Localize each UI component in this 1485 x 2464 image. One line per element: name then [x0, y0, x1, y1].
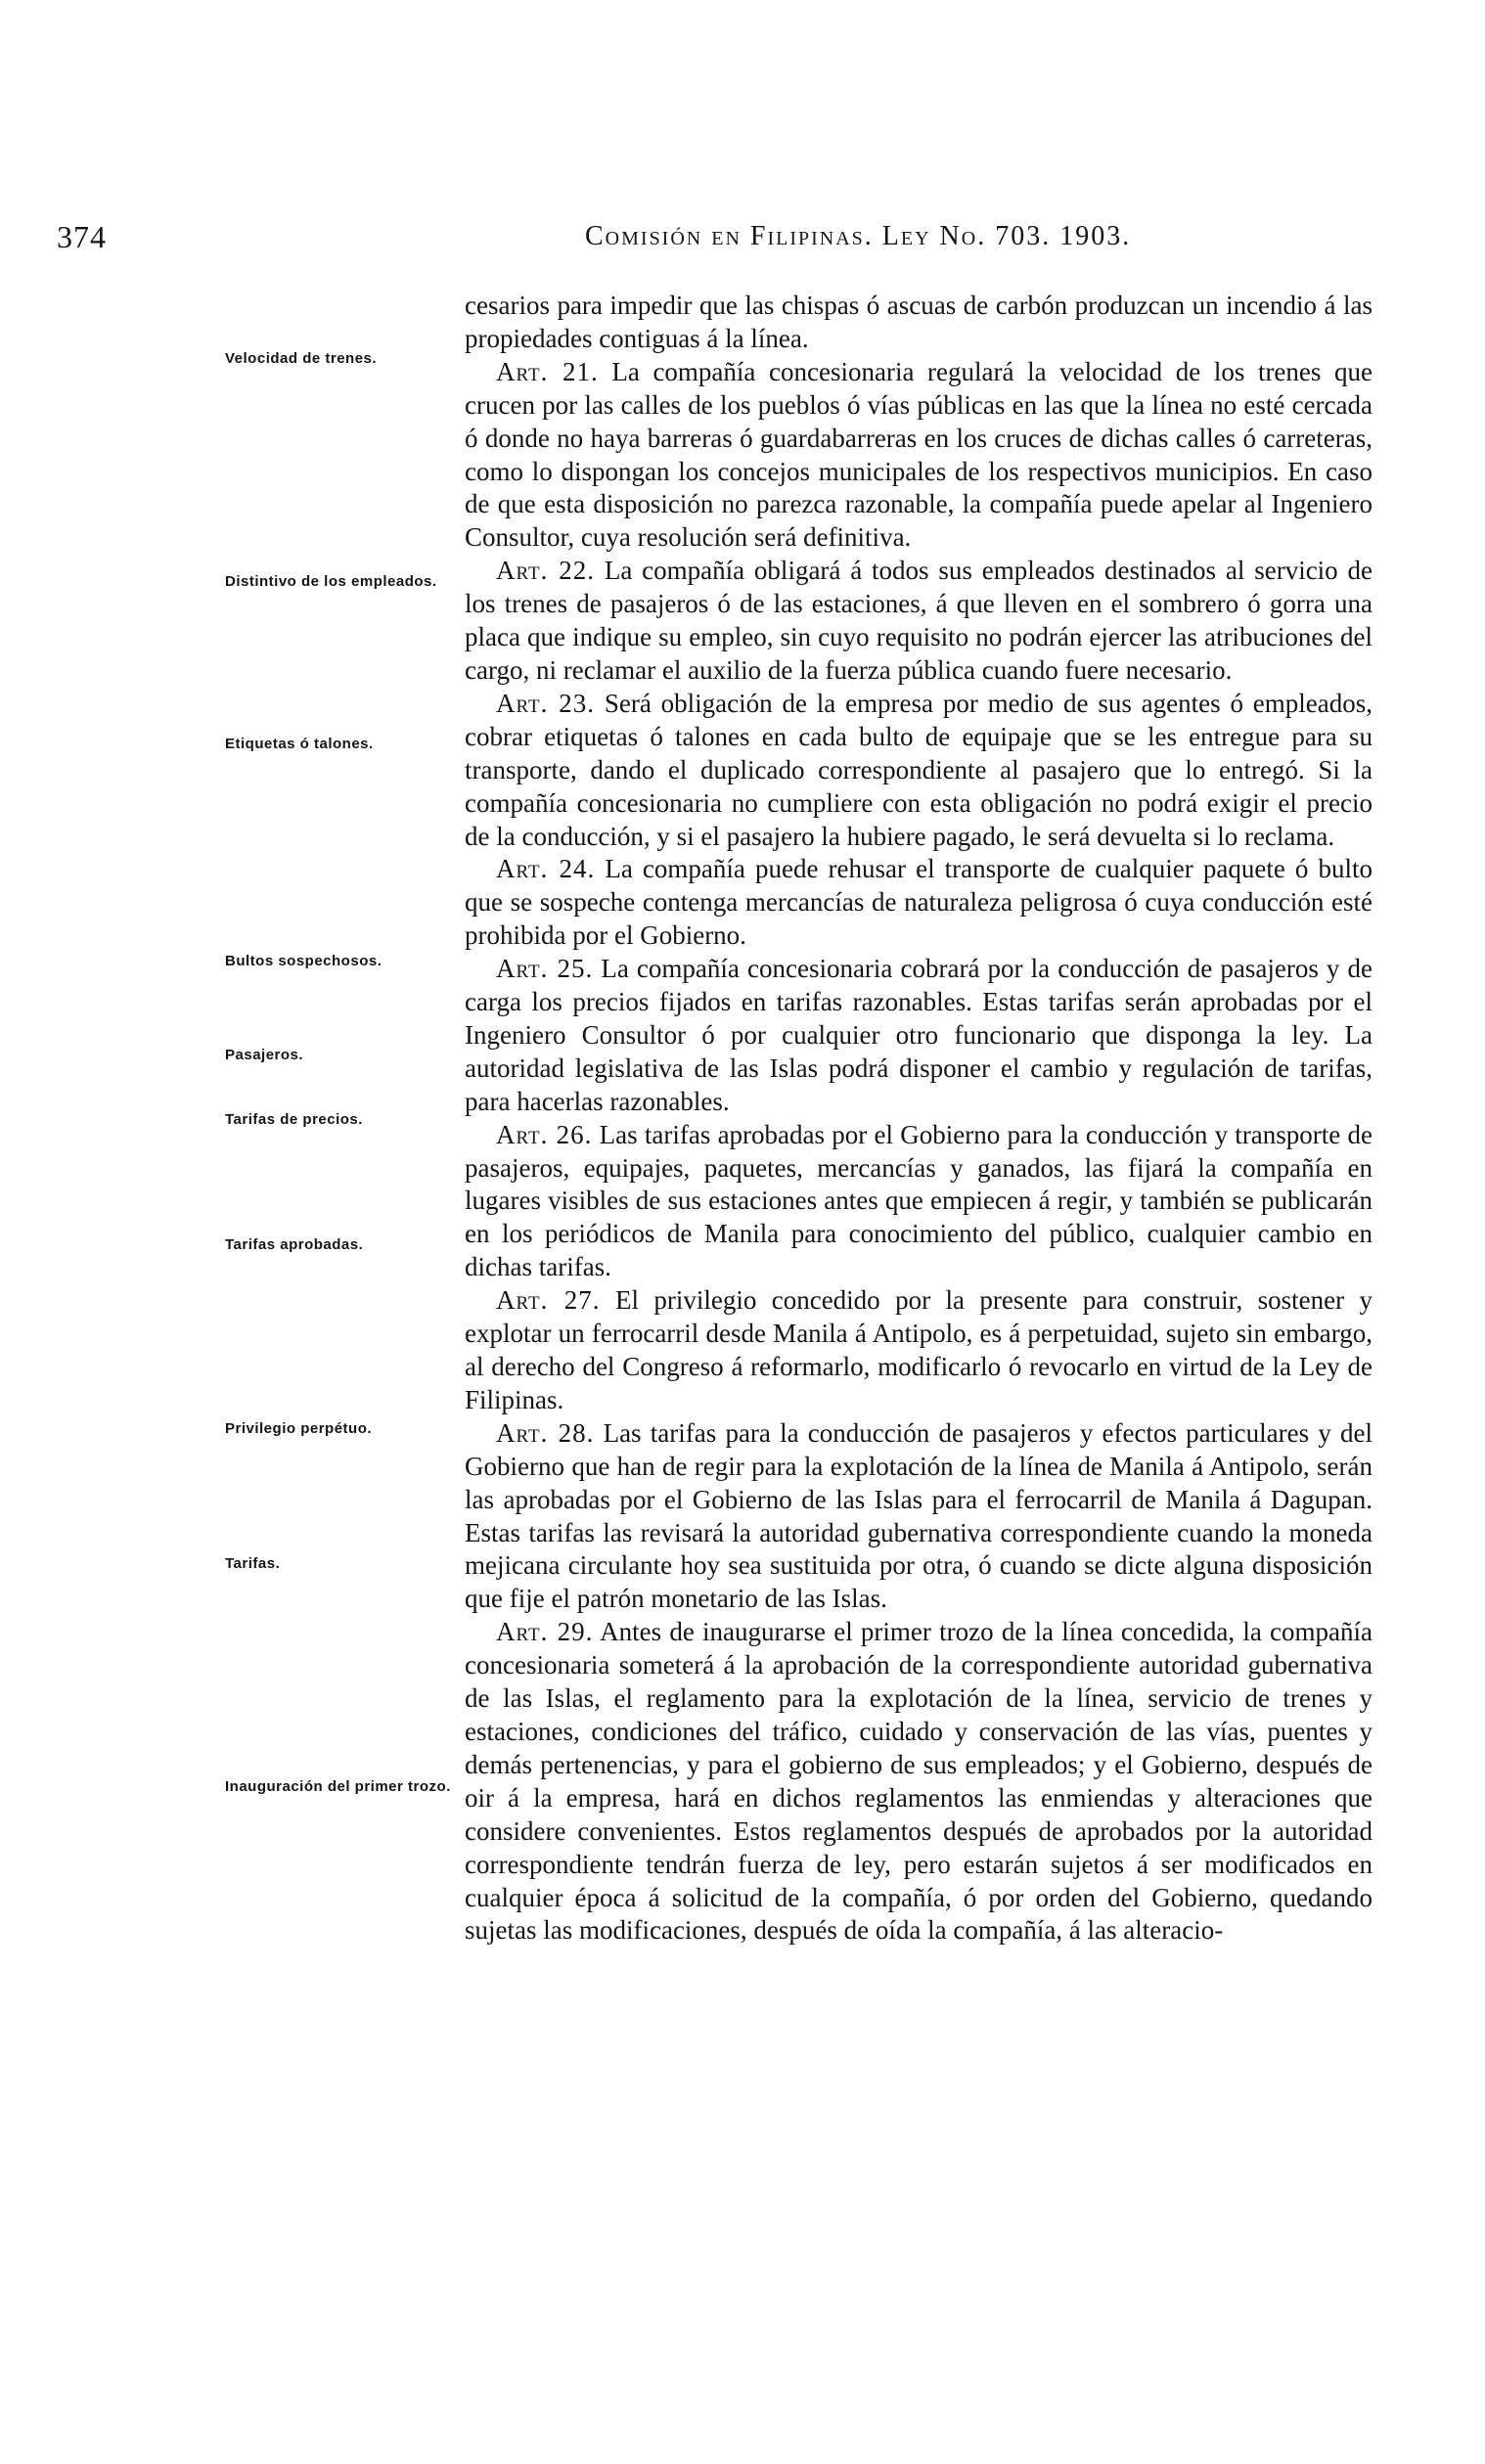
sidenote-tarifas-precios: Tarifas de precios. [225, 1111, 363, 1128]
sidenote-bultos: Bultos sospechosos. [225, 953, 382, 969]
article-label: Art. 21. [496, 356, 599, 386]
article-label: Art. 28. [496, 1417, 595, 1448]
page-number: 374 [57, 219, 107, 254]
paragraph-text: Será obligación de la empresa por medio de sus agentes ó empleados, cobrar etiquetas ó talones en cada bulto de equipaje que se les entregue para su transporte, dando el duplicado correspondiente al pasajero que lo entregó. Si la compañía concesionaria no cumpliere con esta obligación no podrá exigir el precio de la conducción, y si el pasajero la hubiere pagado, le será devuelta si lo reclama. [465, 688, 1373, 851]
article-29 [465, 1616, 1372, 1948]
article-label: Art. 23. [496, 688, 595, 718]
sidenote-inauguracion: Inauguración del primer trozo. [225, 1778, 451, 1795]
paragraph-text: La compañía puede rehusar el transporte de cualquier paquete ó bulto que se sospeche contenga mercancías de naturaleza peligrosa ó cuya conducción esté prohibida por el Gobierno. [465, 854, 1372, 951]
paragraph-text: cesarios para impedir que las chispas ó ascuas de carbón produzcan un incendio á las propiedades contiguas á la línea. [465, 291, 1372, 353]
article-label: Art. 22. [496, 556, 595, 586]
article-label: Art. 26. [496, 1119, 593, 1149]
sidenote-pasajeros: Pasajeros. [225, 1047, 304, 1063]
paragraph-text: La compañía obligará á todos sus empleados destinados al servicio de los trenes de pasajeros ó de las estaciones, á que lleven en el sombrero ó gorra una placa que indique su empleo, sin cuyo requisito no podrán ejercer las atribuciones del cargo, ni reclamar el auxilio de la fuerza pública cuando fuere necesario. [465, 556, 1372, 685]
paragraph-text: La compañía concesionaria cobrará por la conducción de pasajeros y de carga los precios fijados en tarifas razonables. Estas tarifas serán aprobadas por el Ingeniero Consultor ó por cualquier otro funcionario que disponga la ley. La autoridad legislativa de las Islas podrá disponer el cambio y regulación de tarifas, para hacerlas razonables. [465, 954, 1373, 1116]
article-25 [465, 953, 1372, 1119]
body-text [465, 290, 1372, 1948]
article-label: Art. 29. [496, 1617, 594, 1647]
article-28 [465, 1417, 1372, 1616]
running-title: Comisión en Filipinas. Ley No. 703. 1903. [585, 221, 1132, 251]
paragraph-text: Las tarifas aprobadas por el Gobierno para la conducción y transporte de pasajeros, equipajes, paquetes, mercancías y ganados, las fijará la compañía en lugares visibles de sus estaciones antes que empiecen á regir, y también se publicarán en los periódicos de Manila para conocimiento del público, cualquier cambio en dichas tarifas. [465, 1119, 1372, 1282]
sidenote-etiquetas: Etiquetas ó talones. [225, 736, 374, 752]
sidenote-tarifas-aprobadas: Tarifas aprobadas. [225, 1236, 364, 1253]
sidenote-tarifas: Tarifas. [225, 1555, 281, 1572]
sidenote-velocidad: Velocidad de trenes. [225, 350, 378, 367]
sidenote-distintivo: Distintivo de los empleados. [225, 573, 437, 590]
paragraph-continuation [465, 290, 1372, 356]
article-label: Art. 27. [496, 1285, 601, 1316]
running-head [57, 219, 1250, 258]
article-23 [465, 688, 1372, 854]
article-22 [465, 555, 1372, 688]
paragraph-text: Las tarifas para la conducción de pasajeros y efectos particulares y del Gobierno que han de regir para la explotación de la línea de Manila á Antipolo, serán las aprobadas por el Gobierno de las Islas para el ferrocarril de Manila á Dagupan. Estas tarifas las revisará la autoridad gubernativa correspondiente cuando la moneda mejicana circulante hoy sea sustituida por otra, ó cuando se dicte alguna disposición que fije el patrón monetario de las Islas. [465, 1417, 1373, 1614]
article-label: Art. 25. [496, 954, 594, 984]
paragraph-text: Antes de inaugurarse el primer trozo de la línea concedida, la compañía concesionaria someterá á la aprobación de la correspondiente autoridad gubernativa de las Islas, el reglamento para la explotación de la línea, servicio de trenes y estaciones, condiciones del tráfico, cuidado y conservación de las vías, puentes y demás pertenencias, y para el gobierno de sus empleados; y el Gobierno, después de oir á la empresa, hará en dichos reglamentos las enmiendas y alteraciones que considere convenientes. Estos reglamentos después de aprobados por la autoridad correspondiente tendrán fuerza de ley, pero estarán sujetos á ser modificados en cualquier época á solicitud de la compañía, ó por orden del Gobierno, quedando sujetas las modificaciones, después de oída la compañía, á las alteracio- [465, 1617, 1373, 1946]
paragraph-text: El privilegio concedido por la presente para construir, sostener y explotar un ferrocarril desde Manila á Antipolo, es á perpetuidad, sujeto sin embargo, al derecho del Congreso á reformarlo, modificarlo ó revocarlo en virtud de la Ley de Filipinas. [465, 1285, 1373, 1414]
article-21 [465, 356, 1372, 555]
article-26 [465, 1119, 1372, 1285]
article-27 [465, 1284, 1372, 1417]
sidenote-privilegio: Privilegio perpétuo. [225, 1420, 373, 1437]
article-24 [465, 853, 1372, 953]
article-label: Art. 24. [496, 854, 596, 884]
paragraph-text: La compañía concesionaria regulará la velocidad de los trenes que crucen por las calles de los pueblos ó vías públicas en las que la línea no esté cercada ó donde no haya barreras ó guardabarreras en los cruces de dichas calles ó carreteras, como lo dispongan los concejos municipales de los respectivos municipios. En caso de que esta disposición no parezca razonable, la compañía puede apelar al Ingeniero Consultor, cuya resolución será definitiva. [465, 356, 1373, 553]
